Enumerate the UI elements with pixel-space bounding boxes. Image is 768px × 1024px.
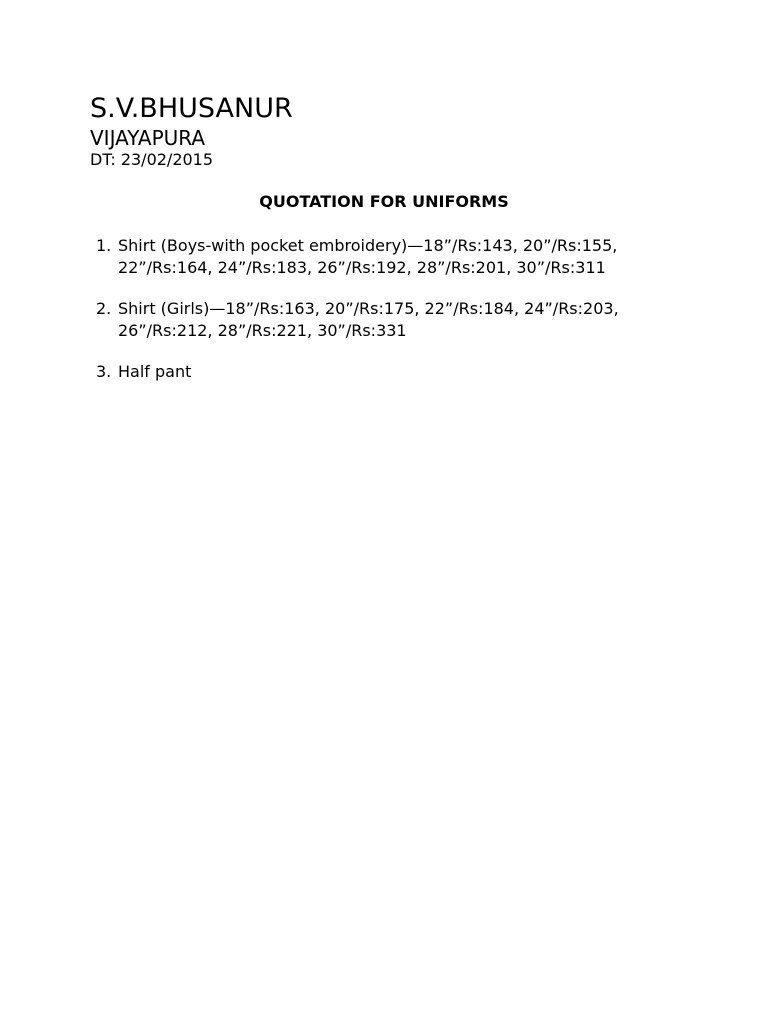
list-item-text: Half pant — [118, 362, 192, 381]
list-item — [96, 298, 619, 342]
company-name: S.V.BHUSANUR — [90, 93, 293, 124]
document-title: QUOTATION FOR UNIFORMS — [259, 192, 509, 211]
company-city: VIJAYAPURA — [90, 126, 206, 150]
list-item-number: 3. — [96, 362, 112, 381]
list-item — [96, 235, 617, 279]
list-item-number: 2. — [96, 299, 112, 318]
list-item-text-continued: 26”/Rs:212, 28”/Rs:221, 30”/Rs:331 — [118, 321, 407, 340]
list-item-text: Shirt (Boys-with pocket embroidery)—18”/Rs:143, 20”/Rs:155, — [118, 236, 618, 255]
document-date: DT: 23/02/2015 — [90, 150, 214, 169]
list-item-number: 1. — [96, 236, 112, 255]
list-item-text-continued: 22”/Rs:164, 24”/Rs:183, 26”/Rs:192, 28”/Rs:201, 30”/Rs:311 — [118, 258, 606, 277]
list-item — [96, 361, 191, 383]
list-item-text: Shirt (Girls)—18”/Rs:163, 20”/Rs:175, 22”/Rs:184, 24”/Rs:203, — [118, 299, 619, 318]
